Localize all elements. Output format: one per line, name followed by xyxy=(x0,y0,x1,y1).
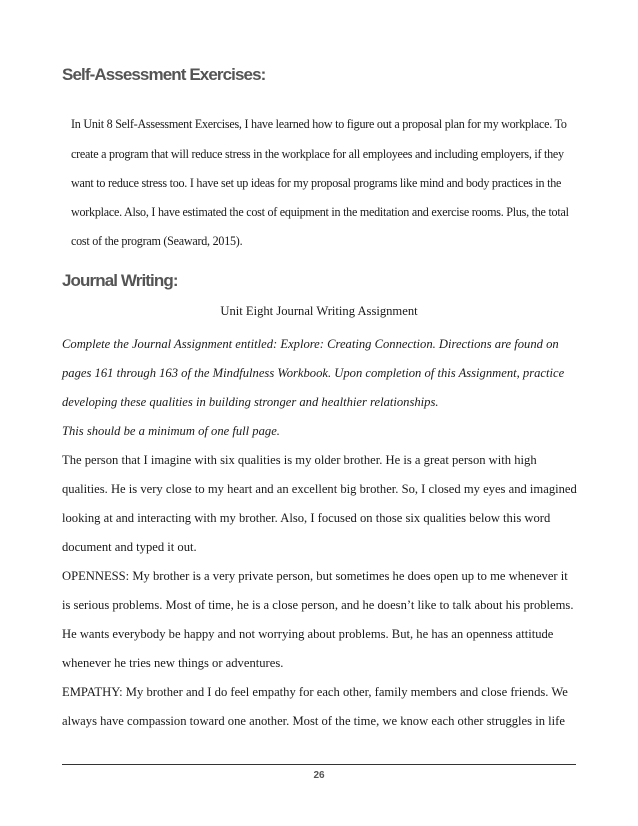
body-line: always have compassion toward one another. Most of the time, we know each other struggles in life xyxy=(62,714,565,728)
body-line: The person that I imagine with six qualities is my older brother. He is a great person with high xyxy=(62,453,537,467)
instruction-line: pages 161 through 163 of the Mindfulness Workbook. Upon completion of this Assignment, practice xyxy=(62,366,565,380)
journal-writing-heading: Journal Writing: xyxy=(62,271,178,290)
body-line: is serious problems. Most of time, he is a close person, and he doesn’t like to talk about his problems. xyxy=(62,598,574,612)
body-line: EMPATHY: My brother and I do feel empathy for each other, family members and close friends. We xyxy=(62,685,568,699)
body-line: qualities. He is very close to my heart and an excellent big brother. So, I closed my eyes and imagined xyxy=(62,482,577,496)
self-assessment-line: In Unit 8 Self-Assessment Exercises, I have learned how to figure out a proposal plan for my workplace. To xyxy=(71,117,567,131)
body-line: looking at and interacting with my brother. Also, I focused on those six qualities below this word xyxy=(62,511,551,525)
assignment-title: Unit Eight Journal Writing Assignment xyxy=(220,304,418,318)
body-line: OPENNESS: My brother is a very private person, but sometimes he does open up to me whenever it xyxy=(62,569,568,583)
body-line: whenever he tries new things or adventures. xyxy=(62,656,284,670)
instruction-line: developing these qualities in building stronger and healthier relationships. xyxy=(62,395,439,409)
body-line: He wants everybody be happy and not worrying about problems. But, he has an openness attitude xyxy=(62,627,554,641)
self-assessment-line: cost of the program (Seaward, 2015). xyxy=(71,234,243,248)
body-line: document and typed it out. xyxy=(62,540,197,554)
instruction-line: Complete the Journal Assignment entitled: Explore: Creating Connection. Directions are found on xyxy=(62,337,559,351)
page-number: 26 xyxy=(313,770,325,781)
footer-divider xyxy=(62,764,576,765)
self-assessment-line: want to reduce stress too. I have set up ideas for my proposal programs like mind and body practices in the xyxy=(71,176,562,190)
instruction-line: This should be a minimum of one full page. xyxy=(62,424,280,438)
self-assessment-line: workplace. Also, I have estimated the cost of equipment in the meditation and exercise rooms. Plus, the total xyxy=(71,205,569,219)
self-assessment-line: create a program that will reduce stress in the workplace for all employees and including employers, if they xyxy=(71,147,564,161)
self-assessment-heading: Self-Assessment Exercises: xyxy=(62,65,266,84)
